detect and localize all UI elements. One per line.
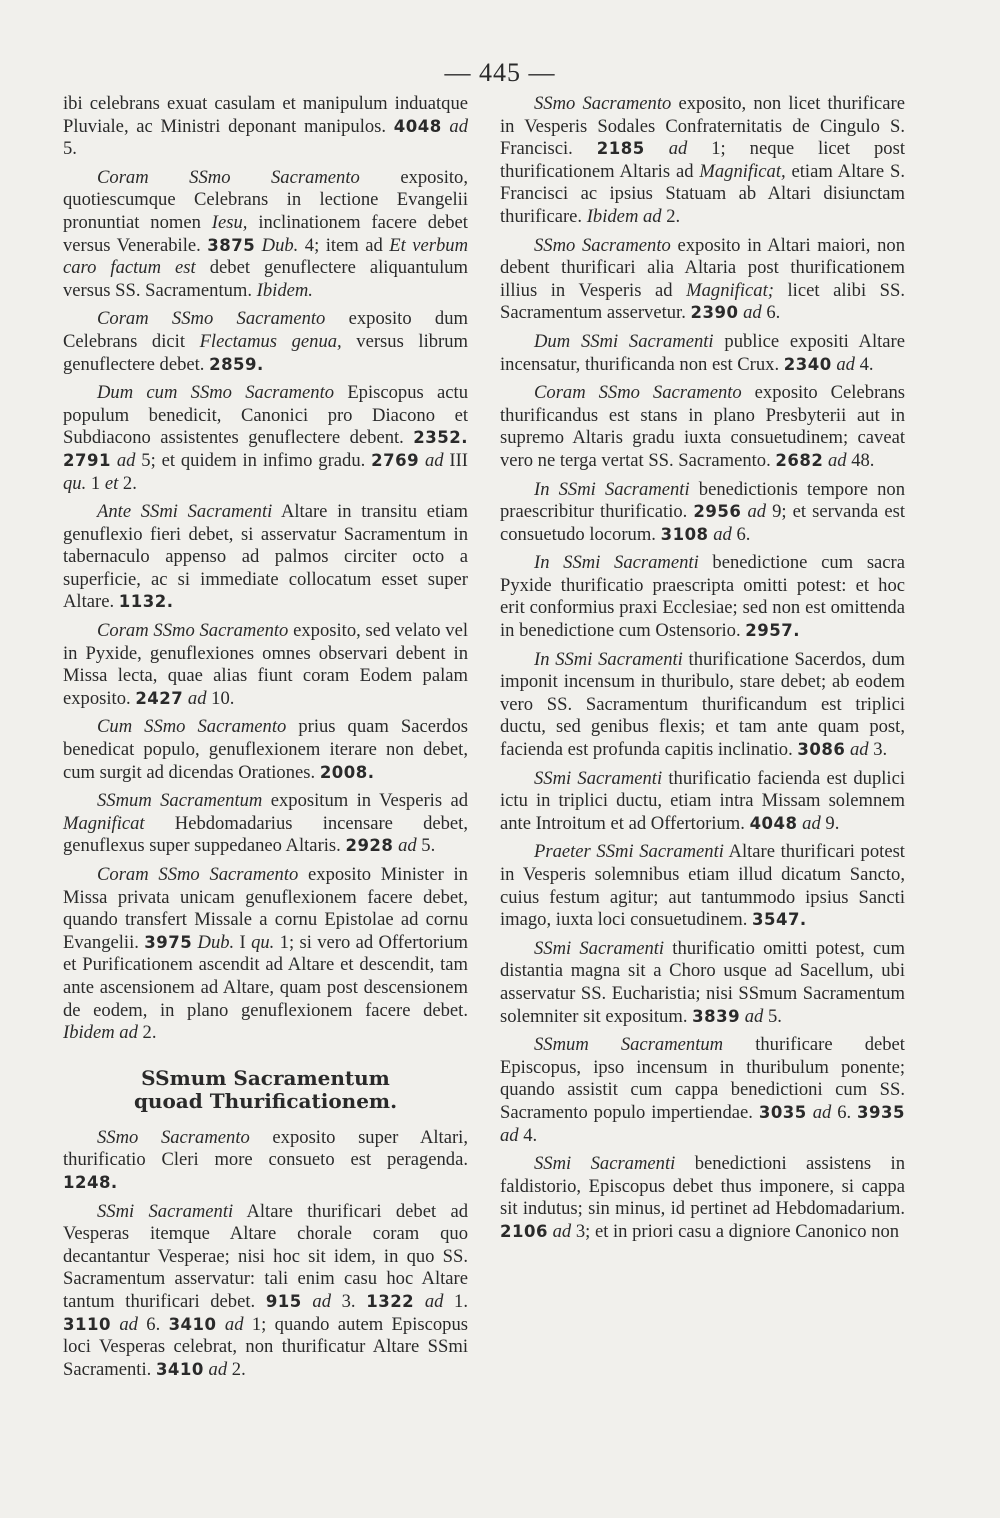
- decree-number: 2956: [693, 502, 742, 522]
- paragraph: [63, 382, 468, 495]
- italic-text: ad: [224, 1313, 244, 1335]
- paragraph: [500, 382, 905, 472]
- italic-text: In SSmi Sacramenti: [534, 478, 690, 500]
- decree-number: 3975: [144, 932, 193, 952]
- text-run: benedictionis tempore non praescribitur thurificatio.: [500, 478, 905, 523]
- paragraph: [63, 1201, 468, 1382]
- decree-number: 2352. 2791: [63, 428, 468, 470]
- italic-text: SSmi Sacramenti: [534, 937, 665, 959]
- italic-text: qu.: [251, 931, 275, 953]
- text-run: benedictione cum sacra Pyxide thurificatio praescripta omitti potest: et hoc erit conformius praxi Ecclesiae; sed non est omittenda in benedictione cum Ostensorio.: [500, 552, 905, 642]
- text-run: 4.: [854, 353, 874, 375]
- text-run: Hebdomadarius incensare debet, genuflexus super suppedaneo Altaris.: [63, 812, 468, 857]
- text-run: 4.: [518, 1124, 538, 1146]
- text-run: exposito, non licet thurificare in Vesperis Sodales Confraternitatis de Cingulo S. Francisci.: [500, 93, 905, 160]
- italic-text: Coram SSmo Sacramento: [534, 382, 742, 404]
- italic-text: Et verbum caro factum est: [63, 234, 468, 279]
- text-run: [645, 138, 669, 159]
- text-run: 48.: [846, 449, 875, 471]
- paragraph: [63, 167, 468, 303]
- decree-number: 915: [265, 1291, 302, 1311]
- decree-number: 2390: [690, 303, 739, 323]
- text-run: etiam Altare S. Francisci ac ipsius Statuam ab Altari disiunctam thurificare.: [500, 160, 905, 227]
- text-run: 6.: [137, 1313, 169, 1335]
- decree-number: 2859.: [209, 354, 264, 374]
- italic-text: ad: [398, 835, 417, 857]
- decree-number: 2106: [500, 1221, 548, 1241]
- text-run: 3.: [868, 739, 888, 761]
- italic-text: Cum SSmo Sacramento: [97, 716, 287, 738]
- text-run: publice expositi Altare incensatur, thurificanda non est Crux.: [500, 330, 906, 375]
- decree-number: 3086: [797, 740, 846, 760]
- paragraph: [63, 620, 468, 710]
- paragraph: [63, 790, 468, 858]
- text-run: 9; et servanda est consuetudo locorum.: [500, 501, 905, 545]
- text-run: versus librum genuflectere debet.: [63, 330, 468, 375]
- italic-text: Ante SSmi Sacramenti: [97, 501, 273, 523]
- decree-number: 1322: [366, 1291, 415, 1311]
- paragraph: [500, 93, 905, 229]
- paragraph: [500, 768, 905, 836]
- left-column: [63, 93, 468, 1387]
- text-run: [217, 1314, 225, 1335]
- text-run: ibi celebrans exuat casulam et manipulum induatque Pluviale, ac Ministri deponant manipulos.: [63, 93, 468, 137]
- text-run: 2.: [661, 205, 681, 227]
- italic-text: SSmo Sacramento: [534, 234, 671, 256]
- decree-number: 3410: [168, 1314, 217, 1334]
- paragraph: [63, 1127, 468, 1195]
- decree-number: 2340: [783, 354, 832, 374]
- text-run: exposito dum Celebrans dicit: [63, 308, 468, 352]
- italic-text: ad: [743, 302, 762, 324]
- text-run: licet alibi SS. Sacramentum asservetur.: [500, 279, 906, 324]
- text-run: 2.: [137, 1022, 157, 1044]
- italic-text: In SSmi Sacramenti: [534, 552, 699, 574]
- paragraph: [500, 1034, 905, 1147]
- text-run: exposito, sed velato vel in Pyxide, genuflexiones omnes observari debent in Missa lecta, quae alias fiunt coram Eodem palam exposito.: [63, 620, 468, 709]
- text-run: 6.: [731, 523, 751, 545]
- italic-text: Iesu,: [211, 211, 248, 233]
- text-run: thurificare debet Episcopus, ipso incensum in thuribulum ponente; quando assistit cum cappa benedictioni cum SS. Sacramento populo impertiendae.: [500, 1034, 905, 1123]
- text-run: 1; neque licet post thurificationem Altaris ad: [500, 138, 906, 182]
- paragraph: [63, 716, 468, 784]
- text-run: thurificatione Sacerdos, dum imponit incensum in thuribulo, stare debet; ab eodem vero SS. Sacramentum thurificandum est triplici ductu, sed genibus flexis; et tam ante quam post, facienda est profunda capitis inclinatio.: [500, 648, 905, 761]
- paragraph: [63, 501, 468, 614]
- text-run: 3.: [331, 1290, 367, 1312]
- italic-text: SSmi Sacramenti: [534, 767, 663, 789]
- decree-number: 2928: [345, 836, 394, 856]
- italic-text: ad: [747, 501, 767, 523]
- italic-text: ad: [552, 1220, 572, 1242]
- decree-number: 3875: [207, 235, 256, 255]
- text-run: Altare thurificari potest in Vesperis solemnibus etiam illud dicatum Sancto, cuius festum agitur; aut tantummodo ipsius Sancti imago, iuxta loci consuetudinem.: [500, 841, 905, 931]
- left-paragraphs-after-heading: [63, 1127, 468, 1382]
- text-run: 3; et in priori casu a digniore Canonico non: [571, 1220, 900, 1242]
- paragraph: [500, 938, 905, 1028]
- italic-text: Dum SSmi Sacramenti: [534, 330, 714, 352]
- italic-text: ad: [312, 1290, 331, 1312]
- italic-text: ad: [116, 449, 136, 471]
- text-run: exposito in Altari maiori, non debent thurificari alia Altaria post thurificationem illius in Vesperis ad: [500, 234, 905, 301]
- italic-text: ad: [812, 1101, 832, 1123]
- text-run: 4; item ad: [298, 234, 390, 256]
- decree-number: 3035: [758, 1102, 807, 1122]
- italic-text: SSmi Sacramenti: [534, 1153, 676, 1175]
- decree-number: 2769: [371, 450, 420, 470]
- italic-text: SSmum Sacramentum: [97, 790, 263, 812]
- italic-text: Praeter SSmi Sacramenti: [534, 841, 724, 863]
- text-run: I: [234, 931, 252, 953]
- text-run: 6.: [761, 302, 781, 324]
- decree-number: 2427: [135, 688, 184, 708]
- italic-text: Coram SSmo Sacramento: [97, 166, 360, 188]
- italic-text: Ibidem.: [256, 279, 313, 301]
- text-run: expositum in Vesperis ad: [262, 790, 468, 812]
- paragraph: [500, 235, 905, 325]
- decree-number: 2957.: [745, 621, 800, 641]
- text-run: 1; quando autem Episcopus loci Vesperas celebrat, non thurificatur Altare SSmi Sacramenti.: [63, 1313, 468, 1380]
- italic-text: Dub.: [261, 234, 299, 256]
- text-run: 2.: [227, 1358, 246, 1380]
- italic-text: ad: [668, 138, 688, 160]
- paragraph: [63, 308, 468, 376]
- italic-text: ad: [836, 353, 855, 375]
- section-heading-line-2: quoad Thurificationem.: [133, 1088, 398, 1113]
- italic-text: Magnificat: [63, 812, 145, 834]
- italic-text: Coram SSmo Sacramento: [97, 864, 299, 885]
- paragraph: [63, 864, 468, 1045]
- text-run: 9.: [820, 812, 840, 834]
- text-run: debet genuflectere aliquantulum versus SS. Sacramentum.: [63, 257, 469, 301]
- text-run: exposito Minister in Missa privata unicam genuflexionem facere debet, quando transfert Missale a cornu Epistolae ad cornu Evangelii.: [63, 864, 468, 953]
- italic-text: SSmum Sacramentum: [534, 1034, 724, 1056]
- italic-text: Ibidem ad: [586, 205, 662, 227]
- italic-text: ad: [119, 1313, 138, 1335]
- decree-number: 4048: [393, 116, 442, 136]
- italic-text: ad: [424, 1290, 444, 1312]
- text-run: 5; et quidem in infimo gradu.: [135, 449, 372, 471]
- text-run: prius quam Sacerdos benedicat populo, genuflexionem iterare non debet, cum surgit ad dicendas Orationes.: [63, 716, 468, 783]
- decree-number: 4048: [749, 813, 798, 833]
- italic-text: Dub.: [197, 931, 235, 953]
- decree-number: 3935: [857, 1102, 905, 1122]
- text-run: inclinationem facere debet versus Venerabile.: [63, 211, 468, 256]
- decree-number: 1248.: [63, 1172, 118, 1192]
- paragraph: [63, 93, 468, 161]
- paragraph: [500, 1153, 905, 1243]
- paragraph: [500, 479, 905, 547]
- text-run: thurificatio facienda est duplici ictu in triplici ductu, etiam intra Missam solemnem ante Introitum et ad Offertorium.: [500, 767, 905, 834]
- paragraph: [500, 331, 905, 376]
- decree-number: 3839: [692, 1006, 741, 1026]
- right-paragraphs: [500, 93, 905, 1244]
- italic-text: ad: [208, 1358, 228, 1380]
- text-run: 2.: [118, 472, 137, 494]
- section-heading: [63, 1067, 468, 1113]
- text-run: thurificatio omitti potest, cum distantia magna sit a Choro usque ad Sacellum, ubi asservatur SS. Eucharistia; nisi SSmum Sacramentum solemniter sit expositum.: [500, 937, 905, 1027]
- decree-number: 2682: [775, 450, 824, 470]
- text-run: 5.: [763, 1005, 782, 1027]
- italic-text: ad: [187, 687, 207, 709]
- text-run: Altare in transitu etiam genuflexio fieri debet, si asservatur Sacramentum in tabernaculo appenso ad palmos circiter octo a superficie, ac si immediate collocatum esset super Altare.: [63, 501, 468, 613]
- italic-text: Flectamus genua,: [199, 330, 342, 352]
- left-paragraphs: [63, 93, 468, 1045]
- italic-text: ad: [713, 523, 732, 545]
- text-run: 1.: [443, 1290, 468, 1312]
- decree-number: 3547.: [752, 910, 807, 930]
- text-run: Altare thurificari debet ad Vesperas itemque Altare chorale coram quo decantantur Vesperae; nisi hoc sit idem, in quo SS. Sacramentum asservatur: tali enim casu hoc Altare tantum thurificari debet.: [63, 1200, 468, 1312]
- page-number: — 445 —: [444, 58, 556, 87]
- text-run: Episcopus actu populum benedicit, Canonici pro Diacono et Subdiacono assistentes genuflectere debent.: [63, 382, 468, 449]
- text-run: 5.: [63, 138, 77, 160]
- text-run: exposito super Altari, thurificatio Cleri more consueto est peragenda.: [63, 1126, 468, 1171]
- italic-text: ad: [449, 115, 468, 137]
- italic-text: In SSmi Sacramenti: [534, 648, 683, 670]
- italic-text: Magnificat,: [699, 160, 786, 182]
- text-run: III: [443, 449, 468, 471]
- italic-text: SSmi Sacramenti: [97, 1200, 234, 1222]
- italic-text: SSmo Sacramento: [97, 1126, 250, 1148]
- text-run: 6.: [831, 1101, 858, 1123]
- text-run: 1: [86, 472, 105, 494]
- italic-text: Magnificat;: [686, 279, 774, 301]
- text-run: 1; si vero ad Offertorium et Purificationem ascendit ad Altare et descendit, tam ante ascensionem ad Altare, quam post descensionem de eodem, in plano genuflexionem facere debet.: [63, 931, 468, 1021]
- italic-text: ad: [744, 1005, 764, 1027]
- decree-number: 2008.: [319, 762, 375, 782]
- paragraph: [500, 841, 905, 931]
- right-column: [500, 93, 905, 1250]
- decree-number: 3410: [155, 1359, 204, 1379]
- italic-text: ad: [500, 1124, 519, 1146]
- text-run: 5.: [416, 835, 436, 857]
- decree-number: 1132.: [118, 592, 174, 612]
- italic-text: ad: [424, 449, 444, 471]
- paragraph: [500, 649, 905, 762]
- italic-text: ad: [827, 449, 847, 471]
- italic-text: qu.: [63, 472, 87, 494]
- italic-text: ad: [802, 812, 821, 834]
- text-run: exposito Celebrans thurificandus est stans in plano Presbyterii aut in supremo Altaris gradu iuxta consuetudinem; caveat vero ne terga vertat SS. Sacramento.: [500, 382, 905, 471]
- italic-text: et: [104, 472, 119, 494]
- text-run: benedictioni assistens in faldistorio, Episcopus debet thus imponere, si cappa sit indutus; sin minus, id pertinet ad Hebdomadarium.: [500, 1153, 905, 1220]
- italic-text: Ibidem ad: [63, 1022, 138, 1044]
- text-run: 10.: [206, 687, 235, 709]
- italic-text: Coram SSmo Sacramento: [97, 308, 326, 330]
- italic-text: Coram SSmo Sacramento: [97, 620, 289, 642]
- paragraph: [500, 552, 905, 642]
- decree-number: 3110: [63, 1314, 111, 1334]
- section-heading-line-1: SSmum Sacramentum: [141, 1065, 390, 1090]
- text-run: exposito, quotiescumque Celebrans in lectione Evangelii pronuntiat nomen: [63, 166, 468, 233]
- italic-text: SSmo Sacramento: [534, 93, 672, 114]
- text-run: [302, 1291, 313, 1312]
- text-run: [414, 1291, 425, 1312]
- decree-number: 2185: [596, 139, 645, 159]
- decree-number: 3108: [660, 524, 709, 544]
- italic-text: Dum cum SSmo Sacramento: [97, 382, 335, 404]
- italic-text: ad: [850, 739, 869, 761]
